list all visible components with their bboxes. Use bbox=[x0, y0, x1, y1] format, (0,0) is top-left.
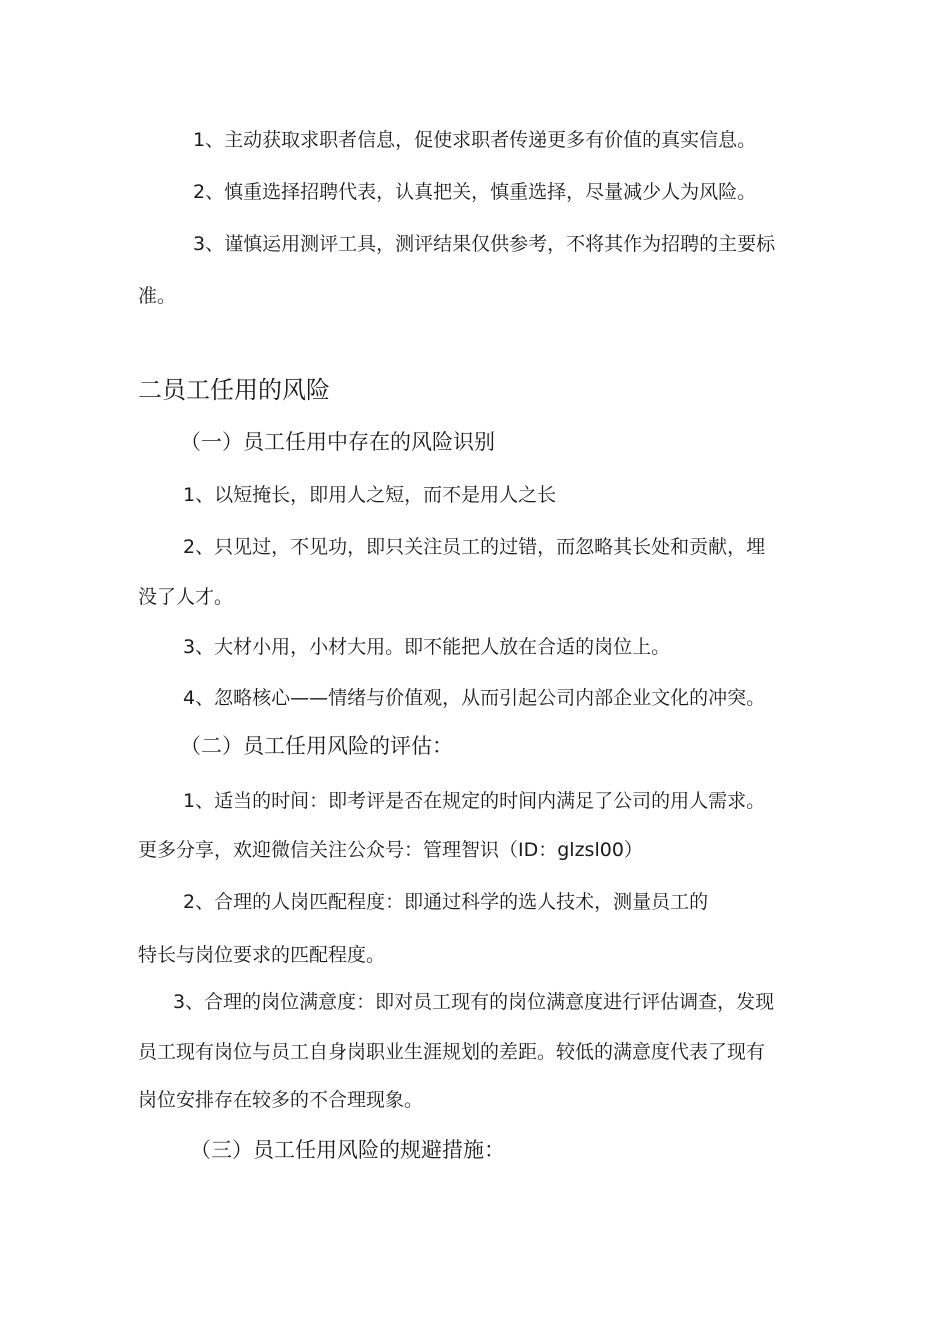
subsection-heading: （一）员工任用中存在的风险识别 bbox=[180, 430, 495, 454]
paragraph-line: 4、忽略核心——情绪与价值观，从而引起公司内部企业文化的冲突。 bbox=[183, 687, 766, 709]
section-heading: 二员工任用的风险 bbox=[138, 376, 330, 404]
paragraph-line: 没了人才。 bbox=[138, 586, 234, 608]
paragraph-line: 员工现有岗位与员工自身岗职业生涯规划的差距。较低的满意度代表了现有 bbox=[138, 1041, 766, 1063]
paragraph-line: 3、大材小用，小材大用。即不能把人放在合适的岗位上。 bbox=[183, 636, 671, 658]
paragraph-line: 1、适当的时间：即考评是否在规定的时间内满足了公司的用人需求。 bbox=[183, 790, 766, 812]
paragraph-line: 准。 bbox=[138, 285, 177, 307]
subsection-heading: （二）员工任用风险的评估： bbox=[180, 734, 453, 758]
subsection-heading: （三）员工任用风险的规避措施： bbox=[190, 1138, 505, 1162]
paragraph-line: 2、只见过，不见功，即只关注员工的过错，而忽略其长处和贡献，埋 bbox=[183, 536, 766, 558]
paragraph-line: 1、以短掩长，即用人之短，而不是用人之长 bbox=[183, 484, 557, 506]
paragraph-line: 3、合理的岗位满意度：即对员工现有的岗位满意度进行评估调查，发现 bbox=[173, 991, 775, 1013]
paragraph-line: 特长与岗位要求的匹配程度。 bbox=[138, 944, 386, 966]
paragraph-line: 2、慎重选择招聘代表，认真把关，慎重选择，尽量减少人为风险。 bbox=[193, 181, 757, 203]
paragraph-line: 3、谨慎运用测评工具，测评结果仅供参考，不将其作为招聘的主要标 bbox=[193, 233, 776, 255]
paragraph-line: 岗位安排存在较多的不合理现象。 bbox=[138, 1089, 424, 1111]
paragraph-line: 2、合理的人岗匹配程度：即通过科学的选人技术，测量员工的 bbox=[183, 891, 709, 913]
paragraph-line: 更多分享，欢迎微信关注公众号：管理智识（ID：glzsl00） bbox=[138, 839, 643, 861]
paragraph-line: 1、主动获取求职者信息，促使求职者传递更多有价值的真实信息。 bbox=[193, 129, 757, 151]
